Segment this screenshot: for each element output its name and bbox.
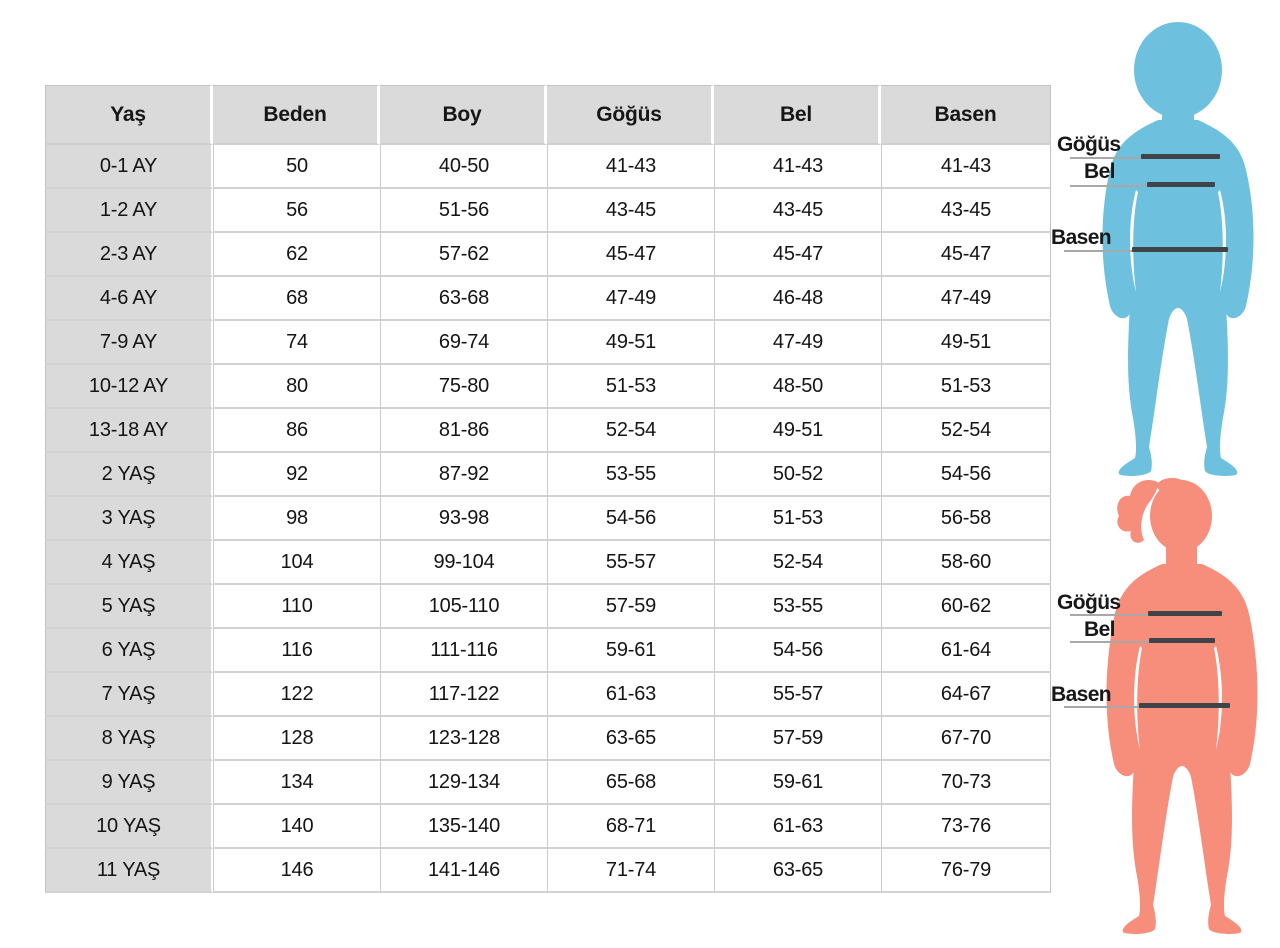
waist-measure-bar [1147,182,1215,187]
table-row [45,849,1051,893]
age-cell: 3 YAŞ [45,497,213,541]
value-cell: 76-79 [881,849,1051,893]
age-cell: 7-9 AY [45,321,213,365]
value-cell: 63-65 [714,849,881,893]
table-row [45,145,1051,189]
value-cell: 93-98 [380,497,547,541]
chest-measure-bar [1148,611,1222,616]
table-row [45,189,1051,233]
value-cell: 59-61 [547,629,714,673]
value-cell: 61-63 [547,673,714,717]
age-cell: 2 YAŞ [45,453,213,497]
value-cell: 49-51 [881,321,1051,365]
value-cell: 54-56 [714,629,881,673]
hip-measure-leader-line [1064,250,1133,252]
value-cell: 128 [213,717,380,761]
value-cell: 62 [213,233,380,277]
table-row [45,761,1051,805]
value-cell: 51-53 [547,365,714,409]
value-cell: 61-64 [881,629,1051,673]
chest-measure-leader-line [1070,157,1142,159]
girl-silhouette-icon [1092,478,1264,938]
value-cell: 53-55 [547,453,714,497]
value-cell: 56-58 [881,497,1051,541]
hip-measure-label: Basen [1051,683,1112,706]
value-cell: 68 [213,277,380,321]
age-cell: 13-18 AY [45,409,213,453]
value-cell: 68-71 [547,805,714,849]
value-cell: 60-62 [881,585,1051,629]
table-row [45,321,1051,365]
table-row [45,629,1051,673]
age-cell: 0-1 AY [45,145,213,189]
size-chart-table [45,85,1051,893]
hip-measure-bar [1139,703,1230,708]
value-cell: 51-53 [881,365,1051,409]
age-cell: 8 YAŞ [45,717,213,761]
table-row [45,805,1051,849]
value-cell: 71-74 [547,849,714,893]
value-cell: 87-92 [380,453,547,497]
value-cell: 92 [213,453,380,497]
value-cell: 63-65 [547,717,714,761]
value-cell: 50 [213,145,380,189]
value-cell: 75-80 [380,365,547,409]
value-cell: 45-47 [714,233,881,277]
chest-measure-label: Göğüs [1057,133,1121,156]
value-cell: 129-134 [380,761,547,805]
table-row [45,453,1051,497]
value-cell: 45-47 [881,233,1051,277]
column-header: Basen [881,85,1051,145]
age-cell: 6 YAŞ [45,629,213,673]
value-cell: 80 [213,365,380,409]
value-cell: 40-50 [380,145,547,189]
value-cell: 65-68 [547,761,714,805]
column-header: Boy [380,85,547,145]
value-cell: 55-57 [547,541,714,585]
value-cell: 49-51 [547,321,714,365]
value-cell: 51-53 [714,497,881,541]
table-row [45,409,1051,453]
value-cell: 104 [213,541,380,585]
value-cell: 69-74 [380,321,547,365]
age-cell: 7 YAŞ [45,673,213,717]
age-cell: 4 YAŞ [45,541,213,585]
value-cell: 57-59 [714,717,881,761]
value-cell: 52-54 [547,409,714,453]
value-cell: 70-73 [881,761,1051,805]
age-cell: 5 YAŞ [45,585,213,629]
value-cell: 48-50 [714,365,881,409]
waist-measure-leader-line [1070,185,1148,187]
age-cell: 10 YAŞ [45,805,213,849]
age-cell: 2-3 AY [45,233,213,277]
table-row [45,277,1051,321]
value-cell: 105-110 [380,585,547,629]
value-cell: 117-122 [380,673,547,717]
age-cell: 4-6 AY [45,277,213,321]
value-cell: 41-43 [714,145,881,189]
value-cell: 41-43 [547,145,714,189]
waist-measure-label: Bel [1084,160,1115,183]
value-cell: 54-56 [881,453,1051,497]
value-cell: 46-48 [714,277,881,321]
chest-measure-label: Göğüs [1057,591,1121,614]
value-cell: 56 [213,189,380,233]
value-cell: 52-54 [881,409,1051,453]
value-cell: 141-146 [380,849,547,893]
table-row [45,673,1051,717]
value-cell: 123-128 [380,717,547,761]
value-cell: 110 [213,585,380,629]
waist-measure-label: Bel [1084,618,1115,641]
age-cell: 11 YAŞ [45,849,213,893]
hip-measure-label: Basen [1051,226,1112,249]
value-cell: 140 [213,805,380,849]
chest-measure-bar [1141,154,1220,159]
column-header: Bel [714,85,881,145]
table-row [45,541,1051,585]
value-cell: 135-140 [380,805,547,849]
value-cell: 45-47 [547,233,714,277]
table-row [45,365,1051,409]
value-cell: 53-55 [714,585,881,629]
value-cell: 99-104 [380,541,547,585]
value-cell: 43-45 [714,189,881,233]
value-cell: 74 [213,321,380,365]
value-cell: 55-57 [714,673,881,717]
value-cell: 146 [213,849,380,893]
value-cell: 64-67 [881,673,1051,717]
value-cell: 43-45 [547,189,714,233]
value-cell: 57-59 [547,585,714,629]
value-cell: 59-61 [714,761,881,805]
value-cell: 116 [213,629,380,673]
value-cell: 43-45 [881,189,1051,233]
value-cell: 63-68 [380,277,547,321]
value-cell: 67-70 [881,717,1051,761]
column-header: Göğüs [547,85,714,145]
value-cell: 52-54 [714,541,881,585]
value-cell: 98 [213,497,380,541]
value-cell: 134 [213,761,380,805]
column-header: Yaş [45,85,213,145]
value-cell: 49-51 [714,409,881,453]
value-cell: 81-86 [380,409,547,453]
waist-measure-bar [1149,638,1215,643]
value-cell: 54-56 [547,497,714,541]
value-cell: 50-52 [714,453,881,497]
value-cell: 73-76 [881,805,1051,849]
age-cell: 9 YAŞ [45,761,213,805]
value-cell: 86 [213,409,380,453]
age-cell: 1-2 AY [45,189,213,233]
value-cell: 122 [213,673,380,717]
age-cell: 10-12 AY [45,365,213,409]
header-row [45,85,1051,145]
value-cell: 47-49 [881,277,1051,321]
value-cell: 111-116 [380,629,547,673]
value-cell: 58-60 [881,541,1051,585]
value-cell: 47-49 [547,277,714,321]
value-cell: 47-49 [714,321,881,365]
table-row [45,497,1051,541]
table-row [45,233,1051,277]
table-row [45,585,1051,629]
hip-measure-bar [1132,247,1228,252]
column-header: Beden [213,85,380,145]
value-cell: 41-43 [881,145,1051,189]
value-cell: 57-62 [380,233,547,277]
table-row [45,717,1051,761]
value-cell: 51-56 [380,189,547,233]
value-cell: 61-63 [714,805,881,849]
